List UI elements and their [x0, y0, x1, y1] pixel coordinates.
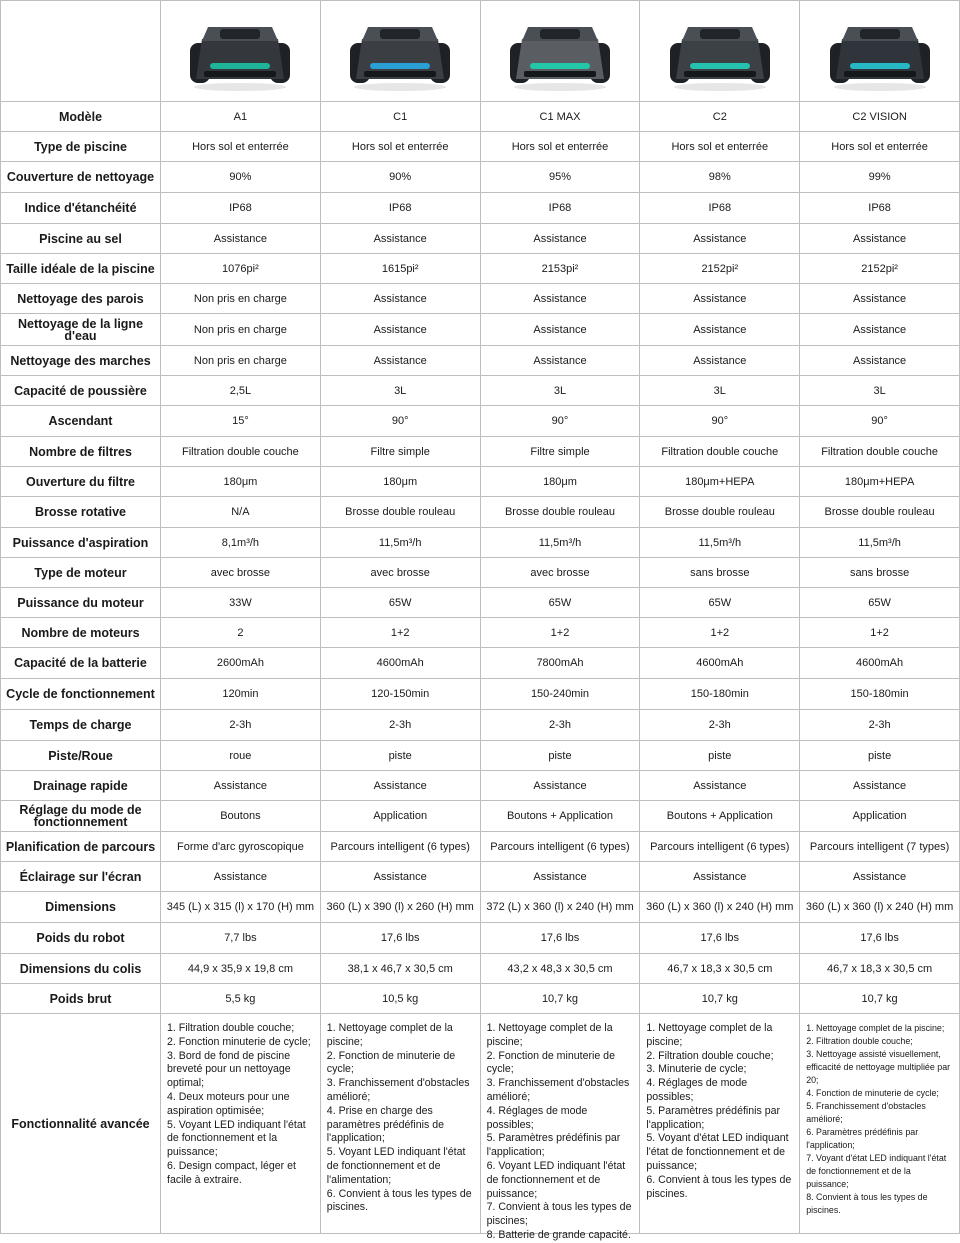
robot-c2-image	[660, 9, 780, 93]
table-cell: Assistance	[640, 314, 800, 346]
advanced-features-cell: 1. Filtration double couche; 2. Fonction minuterie de cycle; 3. Bord de fond de piscine breveté pour un nettoyage optimal; 4. Deux moteurs pour une aspiration optimisée; 5. Voyant LED indiquant l'état de fonctionnement et la puissance; 6. Design compact, léger et facile à extraire.	[161, 1014, 321, 1234]
advanced-features-cell: 1. Nettoyage complet de la piscine; 2. Filtration double couche; 3. Minuterie de cycle; 4. Réglages de mode possibles; 5. Paramètres prédéfinis par l'application; 5. Voyant d'état LED indiquant l'état de fonctionnement et de puissance; 6. Convient à tous les types de piscines.	[640, 1014, 800, 1234]
table-cell: 65W	[800, 588, 960, 618]
table-cell: 180μm	[481, 467, 641, 497]
table-cell: 17,6 lbs	[800, 923, 960, 954]
table-cell: 2-3h	[640, 710, 800, 741]
table-cell: Hors sol et enterrée	[321, 132, 481, 162]
table-cell: 38,1 x 46,7 x 30,5 cm	[321, 954, 481, 984]
table-cell: 4600mAh	[640, 648, 800, 679]
robot-c2vision-image	[820, 9, 940, 93]
table-cell: 90°	[481, 406, 641, 437]
row-label-advanced: Fonctionnalité avancée	[1, 1014, 161, 1234]
table-cell: 2	[161, 618, 321, 648]
table-cell: Hors sol et enterrée	[481, 132, 641, 162]
table-cell: piste	[321, 741, 481, 771]
robot-image-cell	[161, 1, 321, 102]
advanced-features-cell: 1. Nettoyage complet de la piscine; 2. Fonction de minuterie de cycle; 3. Franchissement d'obstacles amélioré; 4. Prise en charge des paramètres prédéfinis de l'application; 5. Voyant LED indiquant l'état de fonctionnement et de l'alimentation; 6. Convient à tous les types de piscines.	[321, 1014, 481, 1234]
table-cell: 17,6 lbs	[481, 923, 641, 954]
table-cell: Assistance	[321, 771, 481, 801]
table-cell: Assistance	[800, 284, 960, 314]
table-cell: 10,7 kg	[800, 984, 960, 1014]
table-cell: 11,5m³/h	[481, 528, 641, 558]
table-cell: Assistance	[481, 224, 641, 254]
table-cell: C2	[640, 102, 800, 132]
table-cell: IP68	[640, 193, 800, 224]
table-cell: 2,5L	[161, 376, 321, 406]
table-cell: 7800mAh	[481, 648, 641, 679]
robot-image-cell	[640, 1, 800, 102]
table-cell: 4600mAh	[800, 648, 960, 679]
table-cell: 90%	[321, 162, 481, 193]
row-label: Nettoyage des parois	[1, 284, 161, 314]
table-cell: Boutons + Application	[640, 801, 800, 832]
table-cell: Parcours intelligent (6 types)	[640, 832, 800, 862]
table-cell: 2-3h	[161, 710, 321, 741]
table-cell: 43,2 x 48,3 x 30,5 cm	[481, 954, 641, 984]
table-cell: C2 VISION	[800, 102, 960, 132]
table-cell: 2600mAh	[161, 648, 321, 679]
table-cell: sans brosse	[640, 558, 800, 588]
table-cell: Parcours intelligent (7 types)	[800, 832, 960, 862]
corner-cell	[1, 1, 161, 102]
table-cell: 10,7 kg	[640, 984, 800, 1014]
row-label: Poids brut	[1, 984, 161, 1014]
row-label: Puissance d'aspiration	[1, 528, 161, 558]
table-cell: 3L	[640, 376, 800, 406]
table-cell: Assistance	[640, 346, 800, 376]
table-cell: Brosse double rouleau	[481, 497, 641, 528]
table-cell: Assistance	[800, 224, 960, 254]
table-cell: 360 (L) x 360 (l) x 240 (H) mm	[640, 892, 800, 923]
table-cell: 3L	[321, 376, 481, 406]
table-cell: 180μm	[321, 467, 481, 497]
table-cell: 33W	[161, 588, 321, 618]
row-label: Couverture de nettoyage	[1, 162, 161, 193]
table-cell: Non pris en charge	[161, 346, 321, 376]
table-cell: Assistance	[640, 284, 800, 314]
table-cell: 1615pi²	[321, 254, 481, 284]
table-cell: Hors sol et enterrée	[161, 132, 321, 162]
table-cell: 2153pi²	[481, 254, 641, 284]
table-cell: Assistance	[481, 771, 641, 801]
table-cell: 46,7 x 18,3 x 30,5 cm	[800, 954, 960, 984]
table-cell: Non pris en charge	[161, 284, 321, 314]
table-cell: 8,1m³/h	[161, 528, 321, 558]
advanced-features-cell: 1. Nettoyage complet de la piscine; 2. Fonction de minuterie de cycle; 3. Franchissement d'obstacles amélioré; 4. Réglages de mode possibles; 5. Paramètres prédéfinis par l'application; 6. Voyant LED indiquant l'état de fonctionnement et de puissance; 7. Convient à tous les types de piscines; 8. Batterie de grande capacité.	[481, 1014, 641, 1234]
table-cell: Non pris en charge	[161, 314, 321, 346]
table-cell: 150-240min	[481, 679, 641, 710]
table-cell: Assistance	[640, 771, 800, 801]
table-cell: IP68	[481, 193, 641, 224]
table-cell: Application	[800, 801, 960, 832]
table-cell: 1076pi²	[161, 254, 321, 284]
table-cell: 1+2	[321, 618, 481, 648]
robot-a1-image	[180, 9, 300, 93]
robot-c1max-image	[500, 9, 620, 93]
table-cell: 46,7 x 18,3 x 30,5 cm	[640, 954, 800, 984]
table-cell: Assistance	[161, 771, 321, 801]
table-cell: Assistance	[321, 862, 481, 892]
table-cell: 90°	[640, 406, 800, 437]
table-cell: 11,5m³/h	[800, 528, 960, 558]
table-cell: Brosse double rouleau	[800, 497, 960, 528]
row-label: Nettoyage de la ligne d'eau	[1, 314, 161, 346]
table-cell: 90%	[161, 162, 321, 193]
table-cell: Application	[321, 801, 481, 832]
table-cell: 1+2	[640, 618, 800, 648]
row-label: Dimensions	[1, 892, 161, 923]
table-cell: 10,7 kg	[481, 984, 641, 1014]
row-label: Cycle de fonctionnement	[1, 679, 161, 710]
table-cell: Brosse double rouleau	[640, 497, 800, 528]
table-cell: Parcours intelligent (6 types)	[481, 832, 641, 862]
table-cell: Assistance	[800, 346, 960, 376]
table-cell: 7,7 lbs	[161, 923, 321, 954]
table-cell: 1+2	[481, 618, 641, 648]
table-cell: Filtre simple	[321, 437, 481, 467]
table-cell: 2152pi²	[800, 254, 960, 284]
row-label: Capacité de la batterie	[1, 648, 161, 679]
table-cell: IP68	[321, 193, 481, 224]
row-label: Indice d'étanchéité	[1, 193, 161, 224]
table-cell: 2-3h	[321, 710, 481, 741]
table-cell: Filtre simple	[481, 437, 641, 467]
row-label: Piscine au sel	[1, 224, 161, 254]
table-cell: piste	[640, 741, 800, 771]
row-label: Modèle	[1, 102, 161, 132]
table-cell: Assistance	[161, 224, 321, 254]
table-cell: 150-180min	[800, 679, 960, 710]
table-cell: 2-3h	[481, 710, 641, 741]
table-cell: 360 (L) x 390 (l) x 260 (H) mm	[321, 892, 481, 923]
table-cell: 65W	[640, 588, 800, 618]
table-cell: Assistance	[481, 862, 641, 892]
row-label: Nettoyage des marches	[1, 346, 161, 376]
row-label: Temps de charge	[1, 710, 161, 741]
table-cell: 345 (L) x 315 (l) x 170 (H) mm	[161, 892, 321, 923]
table-cell: Assistance	[640, 224, 800, 254]
row-label: Drainage rapide	[1, 771, 161, 801]
table-cell: Assistance	[481, 346, 641, 376]
table-cell: 90°	[321, 406, 481, 437]
table-cell: 3L	[800, 376, 960, 406]
table-cell: 360 (L) x 360 (l) x 240 (H) mm	[800, 892, 960, 923]
table-cell: IP68	[161, 193, 321, 224]
row-label: Planification de parcours	[1, 832, 161, 862]
table-cell: 99%	[800, 162, 960, 193]
table-cell: 120-150min	[321, 679, 481, 710]
table-cell: piste	[800, 741, 960, 771]
table-cell: Hors sol et enterrée	[800, 132, 960, 162]
table-cell: 4600mAh	[321, 648, 481, 679]
robot-image-cell	[321, 1, 481, 102]
table-cell: Assistance	[161, 862, 321, 892]
table-cell: IP68	[800, 193, 960, 224]
table-cell: Assistance	[481, 314, 641, 346]
table-cell: Assistance	[800, 771, 960, 801]
table-cell: Hors sol et enterrée	[640, 132, 800, 162]
table-cell: 2-3h	[800, 710, 960, 741]
row-label: Puissance du moteur	[1, 588, 161, 618]
table-cell: Filtration double couche	[161, 437, 321, 467]
table-cell: 15°	[161, 406, 321, 437]
table-cell: 2152pi²	[640, 254, 800, 284]
table-cell: 5,5 kg	[161, 984, 321, 1014]
table-cell: roue	[161, 741, 321, 771]
table-cell: Assistance	[481, 284, 641, 314]
table-cell: Boutons + Application	[481, 801, 641, 832]
table-cell: Assistance	[321, 224, 481, 254]
row-label: Type de piscine	[1, 132, 161, 162]
table-cell: 120min	[161, 679, 321, 710]
robot-image-cell	[481, 1, 641, 102]
table-cell: 180μm	[161, 467, 321, 497]
row-label: Ouverture du filtre	[1, 467, 161, 497]
table-cell: Forme d'arc gyroscopique	[161, 832, 321, 862]
table-cell: A1	[161, 102, 321, 132]
table-cell: avec brosse	[161, 558, 321, 588]
table-cell: 372 (L) x 360 (l) x 240 (H) mm	[481, 892, 641, 923]
table-cell: 95%	[481, 162, 641, 193]
table-cell: 65W	[321, 588, 481, 618]
advanced-features-cell: 1. Nettoyage complet de la piscine; 2. Filtration double couche; 3. Nettoyage assisté visuellement, efficacité de nettoyage multipliée par 20; 4. Fonction de minuterie de cycle; 5. Franchissement d'obstacles amélioré; 6. Paramètres prédéfinis par l'application; 7. Voyant d'état LED indiquant l'état de fonctionnement et de la puissance; 8. Convient à tous les types de piscines.	[800, 1014, 960, 1234]
table-cell: 11,5m³/h	[321, 528, 481, 558]
row-label: Éclairage sur l'écran	[1, 862, 161, 892]
table-cell: C1 MAX	[481, 102, 641, 132]
row-label: Type de moteur	[1, 558, 161, 588]
row-label: Nombre de filtres	[1, 437, 161, 467]
table-cell: 180μm+HEPA	[800, 467, 960, 497]
table-cell: 11,5m³/h	[640, 528, 800, 558]
row-label: Taille idéale de la piscine	[1, 254, 161, 284]
table-cell: Parcours intelligent (6 types)	[321, 832, 481, 862]
row-label: Dimensions du colis	[1, 954, 161, 984]
table-cell: avec brosse	[481, 558, 641, 588]
table-cell: 98%	[640, 162, 800, 193]
robot-image-cell	[800, 1, 960, 102]
table-cell: 180μm+HEPA	[640, 467, 800, 497]
table-cell: 17,6 lbs	[321, 923, 481, 954]
table-cell: Assistance	[321, 314, 481, 346]
table-cell: N/A	[161, 497, 321, 528]
table-cell: Boutons	[161, 801, 321, 832]
table-cell: Filtration double couche	[640, 437, 800, 467]
table-cell: avec brosse	[321, 558, 481, 588]
row-label: Poids du robot	[1, 923, 161, 954]
table-cell: 1+2	[800, 618, 960, 648]
table-cell: Filtration double couche	[800, 437, 960, 467]
table-cell: 3L	[481, 376, 641, 406]
row-label: Piste/Roue	[1, 741, 161, 771]
table-cell: 65W	[481, 588, 641, 618]
table-cell: Brosse double rouleau	[321, 497, 481, 528]
robot-c1-image	[340, 9, 460, 93]
table-cell: 150-180min	[640, 679, 800, 710]
table-cell: Assistance	[321, 346, 481, 376]
row-label: Brosse rotative	[1, 497, 161, 528]
table-cell: 17,6 lbs	[640, 923, 800, 954]
row-label: Réglage du mode de fonctionnement	[1, 801, 161, 832]
table-cell: piste	[481, 741, 641, 771]
table-cell: Assistance	[800, 314, 960, 346]
table-cell: C1	[321, 102, 481, 132]
table-cell: Assistance	[321, 284, 481, 314]
table-cell: 10,5 kg	[321, 984, 481, 1014]
table-cell: sans brosse	[800, 558, 960, 588]
row-label: Ascendant	[1, 406, 161, 437]
table-cell: 44,9 x 35,9 x 19,8 cm	[161, 954, 321, 984]
table-cell: 90°	[800, 406, 960, 437]
row-label: Nombre de moteurs	[1, 618, 161, 648]
row-label: Capacité de poussière	[1, 376, 161, 406]
table-cell: Assistance	[640, 862, 800, 892]
table-cell: Assistance	[800, 862, 960, 892]
